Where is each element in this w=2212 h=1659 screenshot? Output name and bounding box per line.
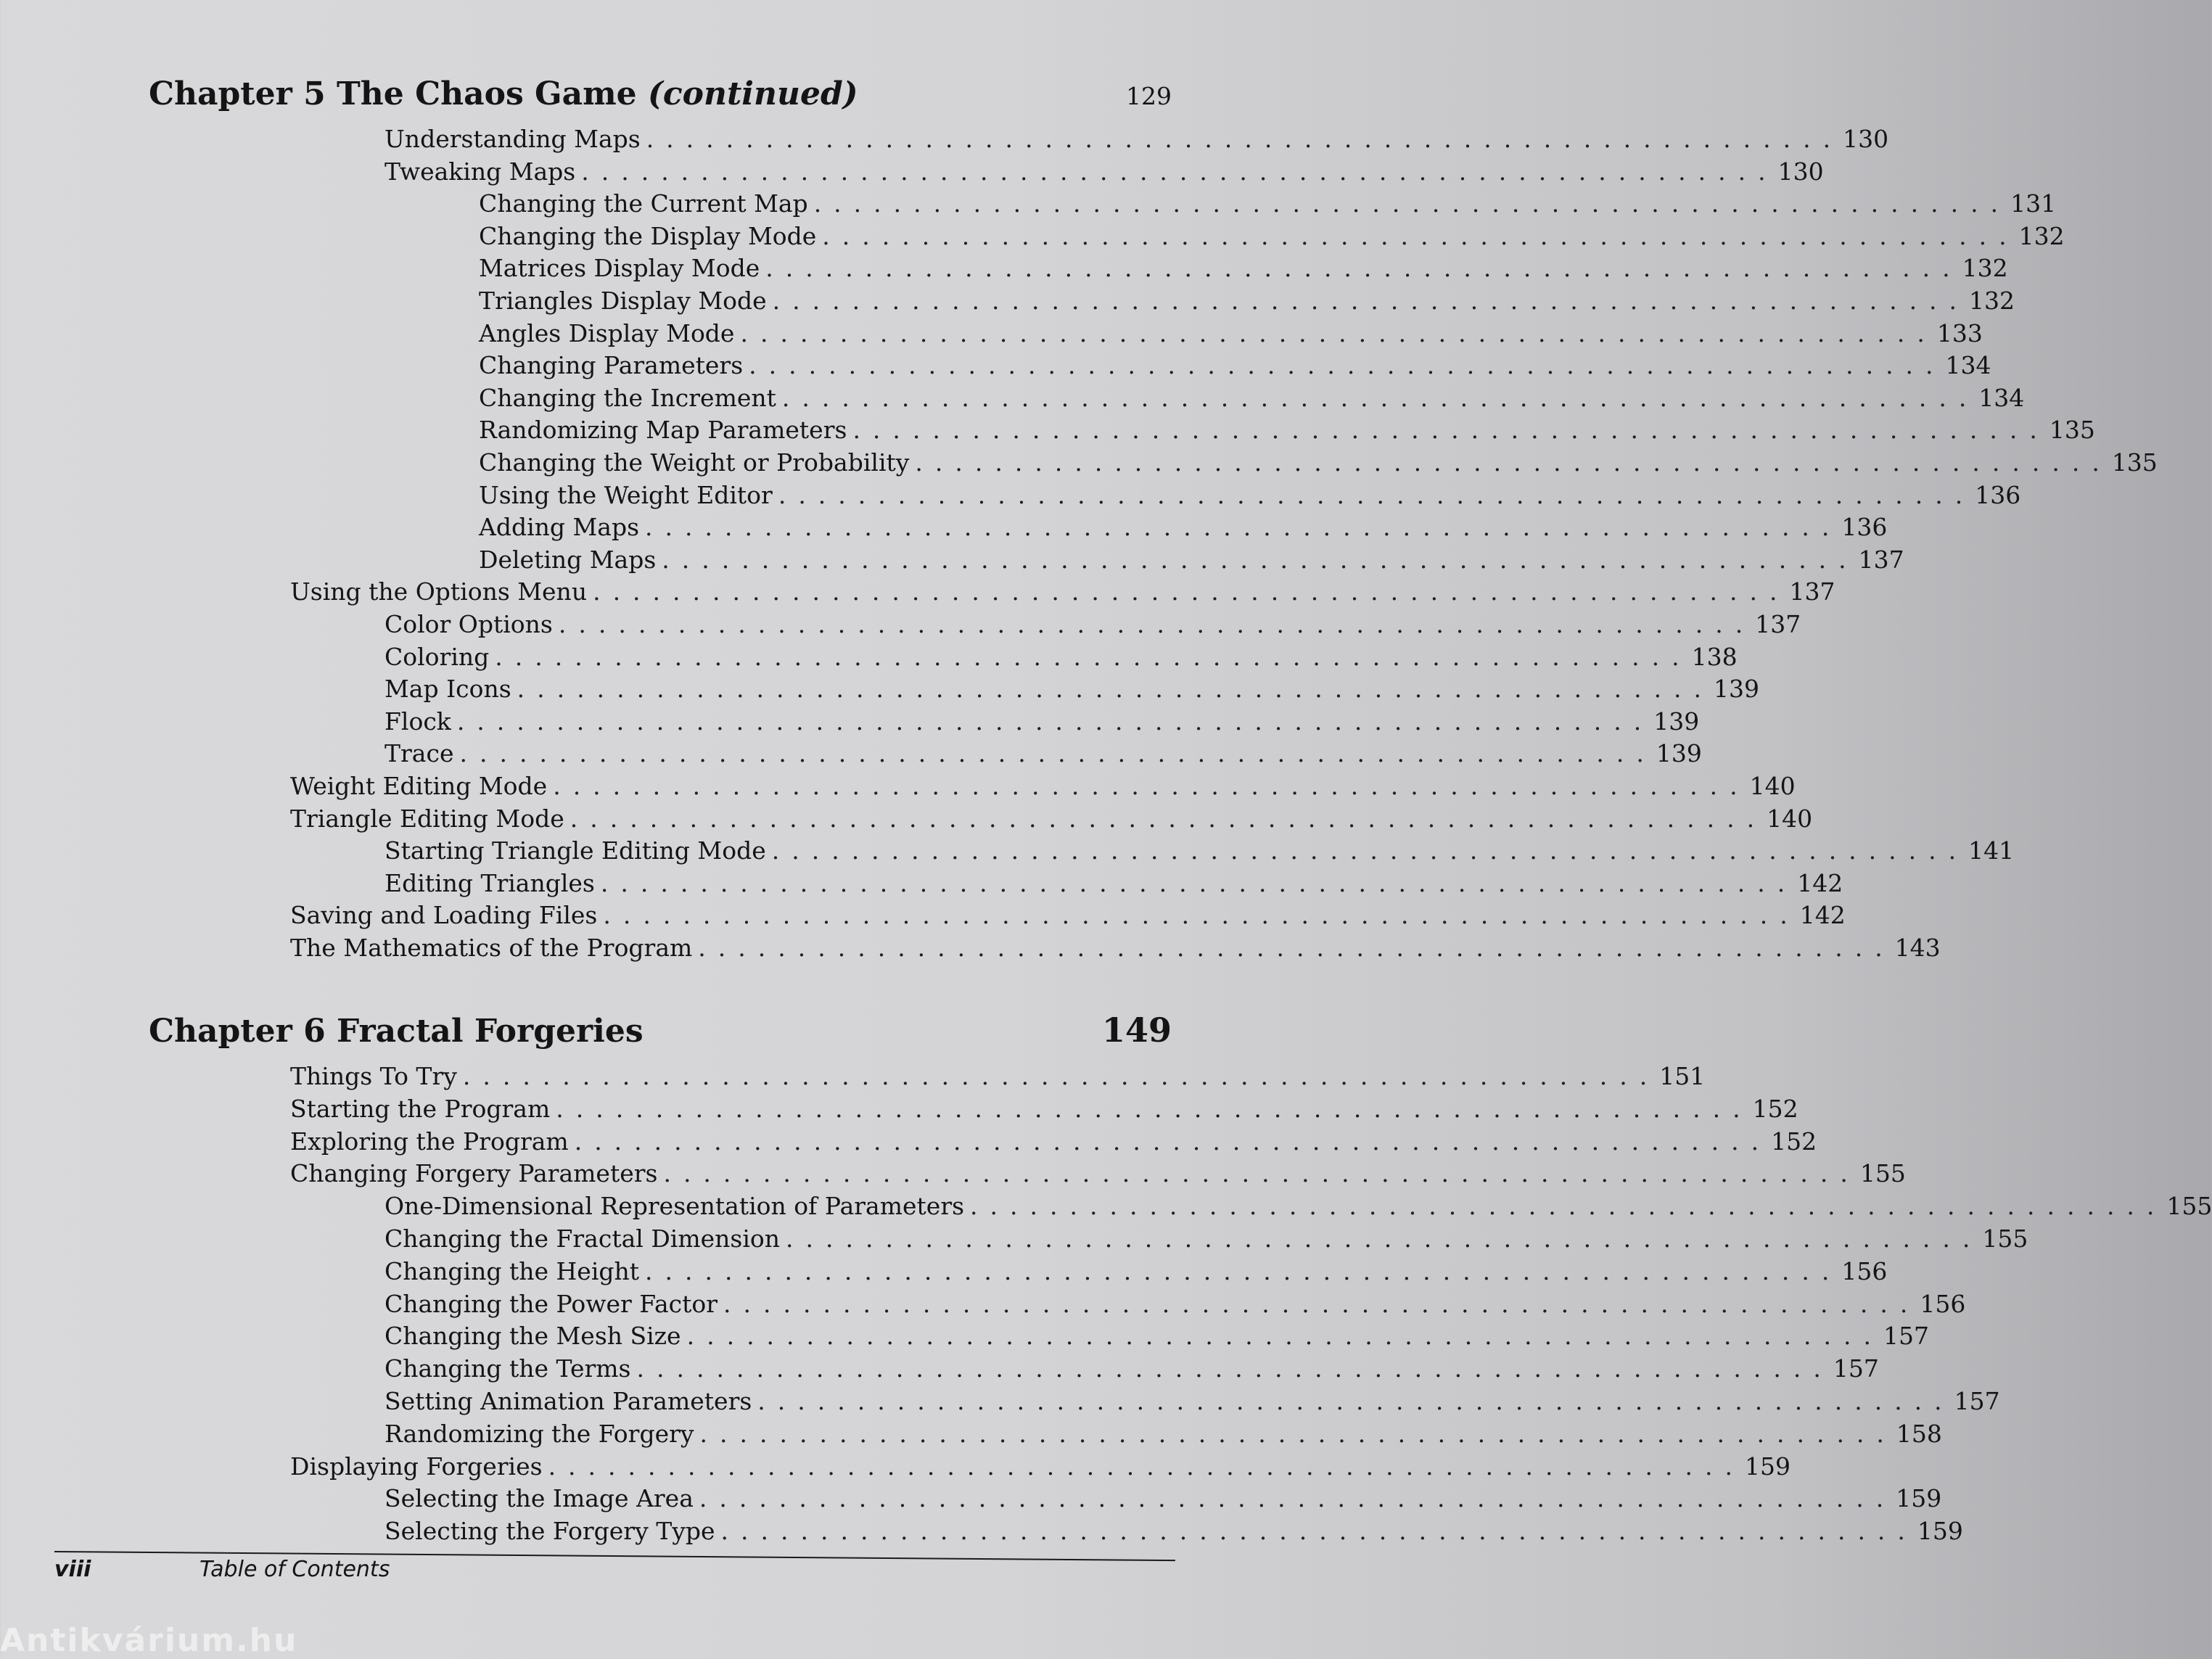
toc-entry bbox=[290, 803, 1813, 835]
toc-entry-label: Starting Triangle Editing Mode bbox=[385, 836, 766, 865]
toc-entry-label: Changing the Height bbox=[385, 1256, 640, 1285]
toc-entry bbox=[479, 447, 2158, 479]
toc-entry-page: 134 bbox=[1945, 351, 1991, 380]
toc-leader-dots: ............................................................ bbox=[558, 610, 1756, 638]
toc-entry bbox=[479, 511, 1888, 543]
toc-entry-label: Exploring the Program bbox=[290, 1127, 569, 1156]
toc-entry-page: 155 bbox=[2166, 1192, 2212, 1221]
toc-leader-dots: ............................................................ bbox=[749, 351, 1946, 380]
toc-entry bbox=[479, 318, 1983, 350]
toc-entry-label: The Mathematics of the Program bbox=[290, 934, 693, 962]
toc-entry bbox=[385, 835, 2015, 867]
watermark: Antikvárium.hu bbox=[0, 1622, 298, 1659]
page-footer bbox=[54, 1557, 390, 1582]
toc-leader-dots: ............................................................ bbox=[603, 901, 1800, 930]
toc-entry-page: 142 bbox=[1799, 901, 1846, 930]
toc-entry-label: Triangle Editing Mode bbox=[290, 804, 564, 833]
toc-leader-dots: ............................................................ bbox=[765, 254, 1962, 283]
toc-entry-label: Randomizing the Forgery bbox=[385, 1419, 694, 1448]
toc-entry-label: Tweaking Maps bbox=[385, 157, 576, 186]
toc-entry-label: Weight Editing Mode bbox=[290, 772, 548, 800]
toc-entry-page: 156 bbox=[1920, 1289, 1966, 1318]
toc-entry bbox=[290, 1126, 1817, 1158]
toc-entry-label: Changing the Power Factor bbox=[385, 1289, 718, 1318]
toc-entry-page: 157 bbox=[1954, 1387, 2000, 1415]
toc-entry-label: Understanding Maps bbox=[385, 125, 641, 153]
toc-entry-page: 135 bbox=[2049, 416, 2095, 445]
chapter-6-heading bbox=[149, 1008, 1172, 1053]
toc-entry bbox=[385, 156, 1824, 188]
toc-entry-label: Randomizing Map Parameters bbox=[479, 416, 847, 445]
toc-entry bbox=[479, 479, 2021, 511]
toc-leader-dots: ............................................................ bbox=[852, 416, 2049, 445]
toc-entry-label: Matrices Display Mode bbox=[479, 254, 760, 283]
toc-entry bbox=[385, 1418, 1942, 1450]
toc-entry-page: 155 bbox=[1859, 1159, 1906, 1188]
toc-leader-dots: ............................................................ bbox=[772, 287, 1970, 315]
toc-entry-page: 134 bbox=[1978, 383, 2025, 412]
chapter-5-page: 129 bbox=[1126, 82, 1172, 110]
toc-entry-label: Changing the Display Mode bbox=[479, 221, 817, 250]
toc-entry-label: Changing the Increment bbox=[479, 383, 776, 412]
toc-leader-dots: ............................................................ bbox=[570, 804, 1767, 833]
toc-leader-dots: ............................................................ bbox=[456, 707, 1654, 736]
toc-entry-label: Changing the Weight or Probability bbox=[479, 448, 910, 477]
toc-leader-dots: ............................................................ bbox=[778, 480, 1975, 509]
toc-leader-dots: ............................................................ bbox=[636, 1354, 1833, 1383]
toc-entry bbox=[385, 609, 1801, 641]
toc-leader-dots: ............................................................ bbox=[574, 1127, 1772, 1156]
footer-page-number: viii bbox=[54, 1557, 91, 1582]
toc-entry bbox=[479, 350, 1991, 382]
toc-entry-page: 139 bbox=[1653, 707, 1700, 736]
toc-entry-label: Starting the Program bbox=[290, 1094, 551, 1123]
toc-leader-dots: ............................................................ bbox=[548, 1452, 1745, 1481]
toc-entry bbox=[385, 706, 1700, 738]
toc-leader-dots: ............................................................ bbox=[459, 739, 1656, 768]
chapter-5-heading bbox=[149, 73, 1172, 118]
toc-leader-dots: ............................................................ bbox=[662, 545, 1859, 574]
toc-entry-page: 139 bbox=[1714, 675, 1760, 704]
toc-entry-label: Editing Triangles bbox=[385, 868, 595, 897]
toc-entry-label: Using the Weight Editor bbox=[479, 480, 773, 509]
toc-leader-dots: ............................................................ bbox=[553, 772, 1750, 800]
toc-entry bbox=[385, 1353, 1879, 1385]
toc-entry-page: 141 bbox=[1968, 836, 2015, 865]
toc-entry-page: 138 bbox=[1691, 642, 1738, 671]
toc-leader-dots: ............................................................ bbox=[581, 157, 1778, 186]
toc-leader-dots: ............................................................ bbox=[723, 1289, 1920, 1318]
toc-entry bbox=[385, 641, 1738, 673]
toc-entry-label: Changing the Mesh Size bbox=[385, 1322, 681, 1351]
toc-entry bbox=[385, 1515, 1963, 1547]
toc-leader-dots: ............................................................ bbox=[645, 513, 1842, 542]
toc-entry-label: Map Icons bbox=[385, 675, 511, 704]
toc-leader-dots: ............................................................ bbox=[556, 1094, 1753, 1123]
toc-leader-dots: ............................................................ bbox=[970, 1192, 2167, 1221]
toc-entry bbox=[479, 188, 2057, 220]
chapter-5-continued: (continued) bbox=[648, 75, 858, 112]
toc-entry-page: 136 bbox=[1975, 480, 2021, 509]
toc-entry-page: 135 bbox=[2111, 448, 2158, 477]
toc-entry-page: 132 bbox=[1962, 254, 2008, 283]
toc-entry-page: 133 bbox=[1936, 318, 1983, 347]
toc-entry-label: Setting Animation Parameters bbox=[385, 1387, 752, 1415]
toc-entry-label: Things To Try bbox=[290, 1062, 457, 1090]
toc-entry-page: 157 bbox=[1833, 1354, 1879, 1383]
toc-entry-page: 139 bbox=[1656, 739, 1702, 768]
toc-entry-page: 158 bbox=[1896, 1419, 1942, 1448]
toc-entry bbox=[290, 1061, 1706, 1092]
toc-entry-label: Changing Forgery Parameters bbox=[290, 1159, 658, 1188]
toc-entry-page: 143 bbox=[1894, 934, 1941, 962]
toc-entry-page: 142 bbox=[1797, 868, 1843, 897]
toc-entry-label: Changing the Current Map bbox=[479, 189, 808, 218]
toc-entry bbox=[290, 932, 1941, 964]
toc-entry-label: Triangles Display Mode bbox=[479, 287, 767, 315]
toc-entry-page: 132 bbox=[1969, 287, 2015, 315]
toc-entry bbox=[290, 770, 1796, 802]
chapter-5-title-text: Chapter 5 The Chaos Game bbox=[149, 75, 637, 112]
toc-entry-label: One-Dimensional Representation of Parameters bbox=[385, 1192, 965, 1221]
toc-entry-label: Displaying Forgeries bbox=[290, 1452, 543, 1481]
toc-entry-page: 132 bbox=[2018, 221, 2065, 250]
toc-entry-page: 157 bbox=[1883, 1322, 1929, 1351]
toc-entry bbox=[479, 221, 2065, 252]
toc-entry-label: Changing the Terms bbox=[385, 1354, 631, 1383]
toc-leader-dots: ............................................................ bbox=[740, 318, 1937, 347]
chapter-6-page: 149 bbox=[1101, 1010, 1172, 1050]
toc-entry-page: 136 bbox=[1841, 513, 1888, 542]
toc-leader-dots: ............................................................ bbox=[699, 1484, 1896, 1513]
toc-entry-label: Adding Maps bbox=[479, 513, 640, 542]
toc-entry bbox=[385, 1190, 2212, 1222]
toc-entry bbox=[385, 1386, 2000, 1417]
toc-leader-dots: ............................................................ bbox=[686, 1322, 1883, 1351]
toc-entry-page: 137 bbox=[1789, 577, 1835, 606]
toc-entry-page: 156 bbox=[1841, 1256, 1888, 1285]
toc-entry-page: 159 bbox=[1744, 1452, 1790, 1481]
toc-entry-page: 151 bbox=[1659, 1062, 1706, 1090]
toc-entry-page: 159 bbox=[1917, 1517, 1963, 1546]
toc-entry bbox=[479, 414, 2095, 446]
toc-leader-dots: ............................................................ bbox=[517, 675, 1714, 704]
toc-leader-dots: ............................................................ bbox=[698, 934, 1895, 962]
toc-entry bbox=[385, 1320, 1929, 1352]
toc-leader-dots: ............................................................ bbox=[771, 836, 1969, 865]
toc-leader-dots: ............................................................ bbox=[593, 577, 1790, 606]
toc-entry bbox=[290, 576, 1835, 608]
toc-leader-dots: ............................................................ bbox=[781, 383, 1979, 412]
toc-entry-page: 137 bbox=[1858, 545, 1904, 574]
toc-entry-label: Flock bbox=[385, 707, 451, 736]
toc-leader-dots: ............................................................ bbox=[720, 1517, 1917, 1546]
toc-entry bbox=[290, 900, 1846, 931]
toc-leader-dots: ............................................................ bbox=[663, 1159, 1860, 1188]
toc-entry bbox=[385, 1483, 1942, 1515]
toc-entry-label: Selecting the Image Area bbox=[385, 1484, 694, 1513]
toc-entry bbox=[385, 1256, 1888, 1288]
toc-leader-dots: ............................................................ bbox=[915, 448, 2112, 477]
toc-entry-page: 137 bbox=[1755, 610, 1801, 638]
toc-entry-page: 152 bbox=[1771, 1127, 1817, 1156]
toc-entry bbox=[479, 285, 2015, 317]
toc-leader-dots: ............................................................ bbox=[646, 125, 1843, 153]
toc-entry bbox=[385, 673, 1760, 705]
toc-entry-page: 130 bbox=[1843, 125, 1889, 153]
toc-leader-dots: ............................................................ bbox=[462, 1062, 1660, 1090]
toc-leader-dots: ............................................................ bbox=[645, 1256, 1842, 1285]
toc-entry-label: Saving and Loading Files bbox=[290, 901, 598, 930]
toc-leader-dots: ............................................................ bbox=[495, 642, 1692, 671]
toc-entry-page: 152 bbox=[1752, 1094, 1798, 1123]
toc-entry-label: Using the Options Menu bbox=[290, 577, 588, 606]
toc-entry-page: 131 bbox=[2010, 189, 2057, 218]
toc-entry-page: 140 bbox=[1767, 804, 1813, 833]
toc-entry-label: Changing Parameters bbox=[479, 351, 744, 380]
toc-entry-label: Angles Display Mode bbox=[479, 318, 735, 347]
toc-entry-label: Selecting the Forgery Type bbox=[385, 1517, 715, 1546]
toc-leader-dots: ............................................................ bbox=[786, 1224, 1983, 1253]
toc-entry bbox=[385, 868, 1843, 900]
toc-entry bbox=[290, 1158, 1906, 1190]
toc-entry-label: Trace bbox=[385, 739, 454, 768]
toc-entry-page: 140 bbox=[1749, 772, 1796, 800]
toc-leader-dots: ............................................................ bbox=[699, 1419, 1896, 1448]
toc-leader-dots: ............................................................ bbox=[822, 221, 2019, 250]
toc-leader-dots: ............................................................ bbox=[757, 1387, 1954, 1415]
chapter-6-title: Chapter 6 Fractal Forgeries bbox=[149, 1013, 644, 1050]
toc-entry bbox=[385, 1223, 2028, 1255]
toc-entry-page: 159 bbox=[1896, 1484, 1942, 1513]
toc-entry-label: Color Options bbox=[385, 610, 553, 638]
toc-entry bbox=[479, 252, 2008, 284]
toc-entry-label: Changing the Fractal Dimension bbox=[385, 1224, 781, 1253]
toc-entry-page: 155 bbox=[1982, 1224, 2028, 1253]
toc-entry bbox=[290, 1451, 1790, 1483]
toc-leader-dots: ............................................................ bbox=[813, 189, 2011, 218]
toc-entry bbox=[385, 123, 1889, 155]
toc-entry-page: 130 bbox=[1777, 157, 1824, 186]
toc-entry bbox=[479, 382, 2025, 414]
chapter-5-title bbox=[149, 73, 858, 116]
toc-entry bbox=[385, 738, 1702, 770]
toc-entry bbox=[479, 544, 1904, 576]
footer-section-title: Table of Contents bbox=[200, 1557, 390, 1582]
toc-entry bbox=[290, 1093, 1798, 1125]
toc-entry-label: Deleting Maps bbox=[479, 545, 657, 574]
toc-leader-dots: ............................................................ bbox=[600, 868, 1798, 897]
toc-entry-label: Coloring bbox=[385, 642, 490, 671]
toc-entry bbox=[385, 1288, 1966, 1320]
